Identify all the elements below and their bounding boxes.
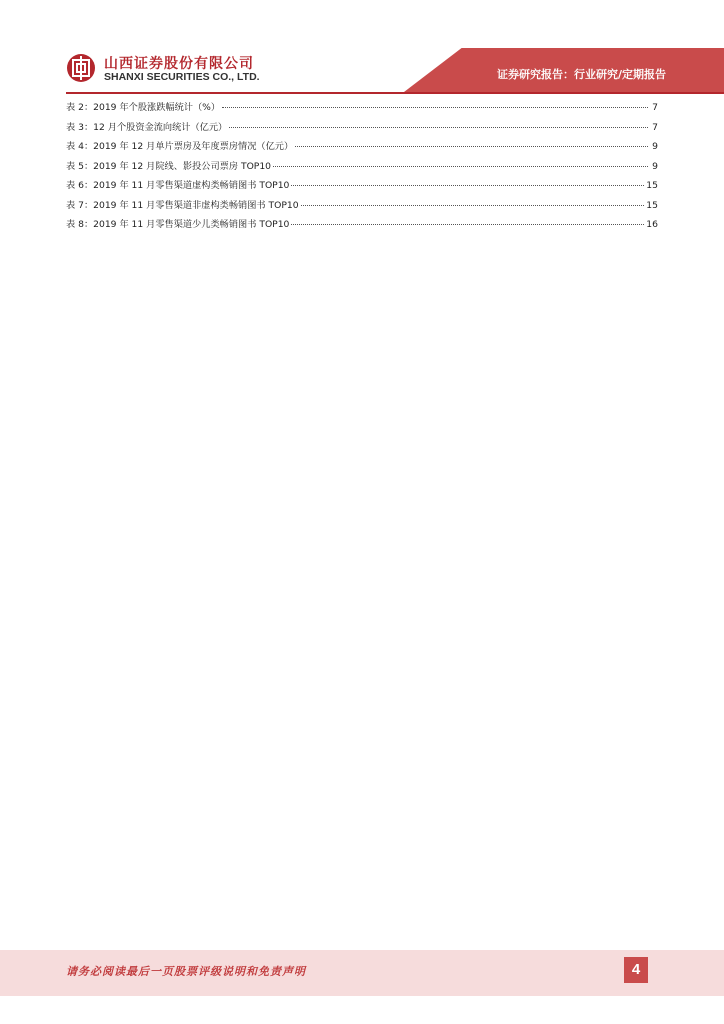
toc-entry-page: 7 — [652, 121, 658, 133]
toc-entry-page: 9 — [652, 141, 658, 152]
toc-entry[interactable] — [66, 177, 658, 197]
toc-entry[interactable] — [66, 197, 658, 217]
toc-entry-title: 表 7：2019 年 11 月零售渠道非虚构类畅销图书 TOP10 — [66, 199, 299, 211]
report-type-label: 证券研究报告：行业研究/定期报告 — [496, 68, 666, 81]
toc-entry-title: 表 5：2019 年 12 月院线、影投公司票房 TOP10 — [66, 160, 272, 172]
page-number: 4 — [624, 957, 648, 983]
toc-leader — [229, 126, 648, 128]
toc-leader — [301, 204, 645, 206]
toc-entry-title: 表 2：2019 年个股涨跌幅统计（%） — [66, 102, 221, 113]
toc-entry-title: 表 8：2019 年 11 月零售渠道少儿类畅销图书 TOP10 — [66, 219, 290, 230]
toc-leader — [222, 106, 648, 108]
header-divider — [66, 92, 724, 94]
toc-entry[interactable] — [66, 216, 658, 236]
toc-leader — [295, 145, 648, 147]
toc-entry-page: 15 — [646, 199, 658, 211]
toc-entry-page: 9 — [652, 160, 658, 172]
toc-leader — [273, 165, 648, 167]
company-name-en: SHANXI SECURITIES CO., LTD. — [104, 71, 260, 83]
toc-entry-title: 表 4：2019 年 12 月单片票房及年度票房情况（亿元） — [66, 141, 294, 152]
company-name-cn: 山西证券股份有限公司 — [104, 56, 254, 72]
toc-entry[interactable] — [66, 119, 658, 139]
disclaimer-notice: 请务必阅读最后一页股票评级说明和免责声明 — [66, 965, 306, 978]
shanxi-securities-logo-icon — [66, 53, 96, 83]
toc-entry-title: 表 3：12 月个股资金流向统计（亿元） — [66, 121, 228, 133]
toc-entry[interactable] — [66, 158, 658, 178]
toc-entry-title: 表 6：2019 年 11 月零售渠道虚构类畅销图书 TOP10 — [66, 180, 290, 191]
toc-entry-page: 7 — [652, 102, 658, 113]
toc-entry[interactable] — [66, 138, 658, 158]
toc-entry-page: 15 — [646, 180, 658, 191]
toc-leader — [291, 184, 644, 186]
table-of-contents — [66, 99, 658, 236]
toc-entry-page: 16 — [646, 219, 658, 230]
toc-entry[interactable] — [66, 99, 658, 119]
toc-leader — [291, 223, 644, 225]
page-header — [0, 0, 724, 95]
